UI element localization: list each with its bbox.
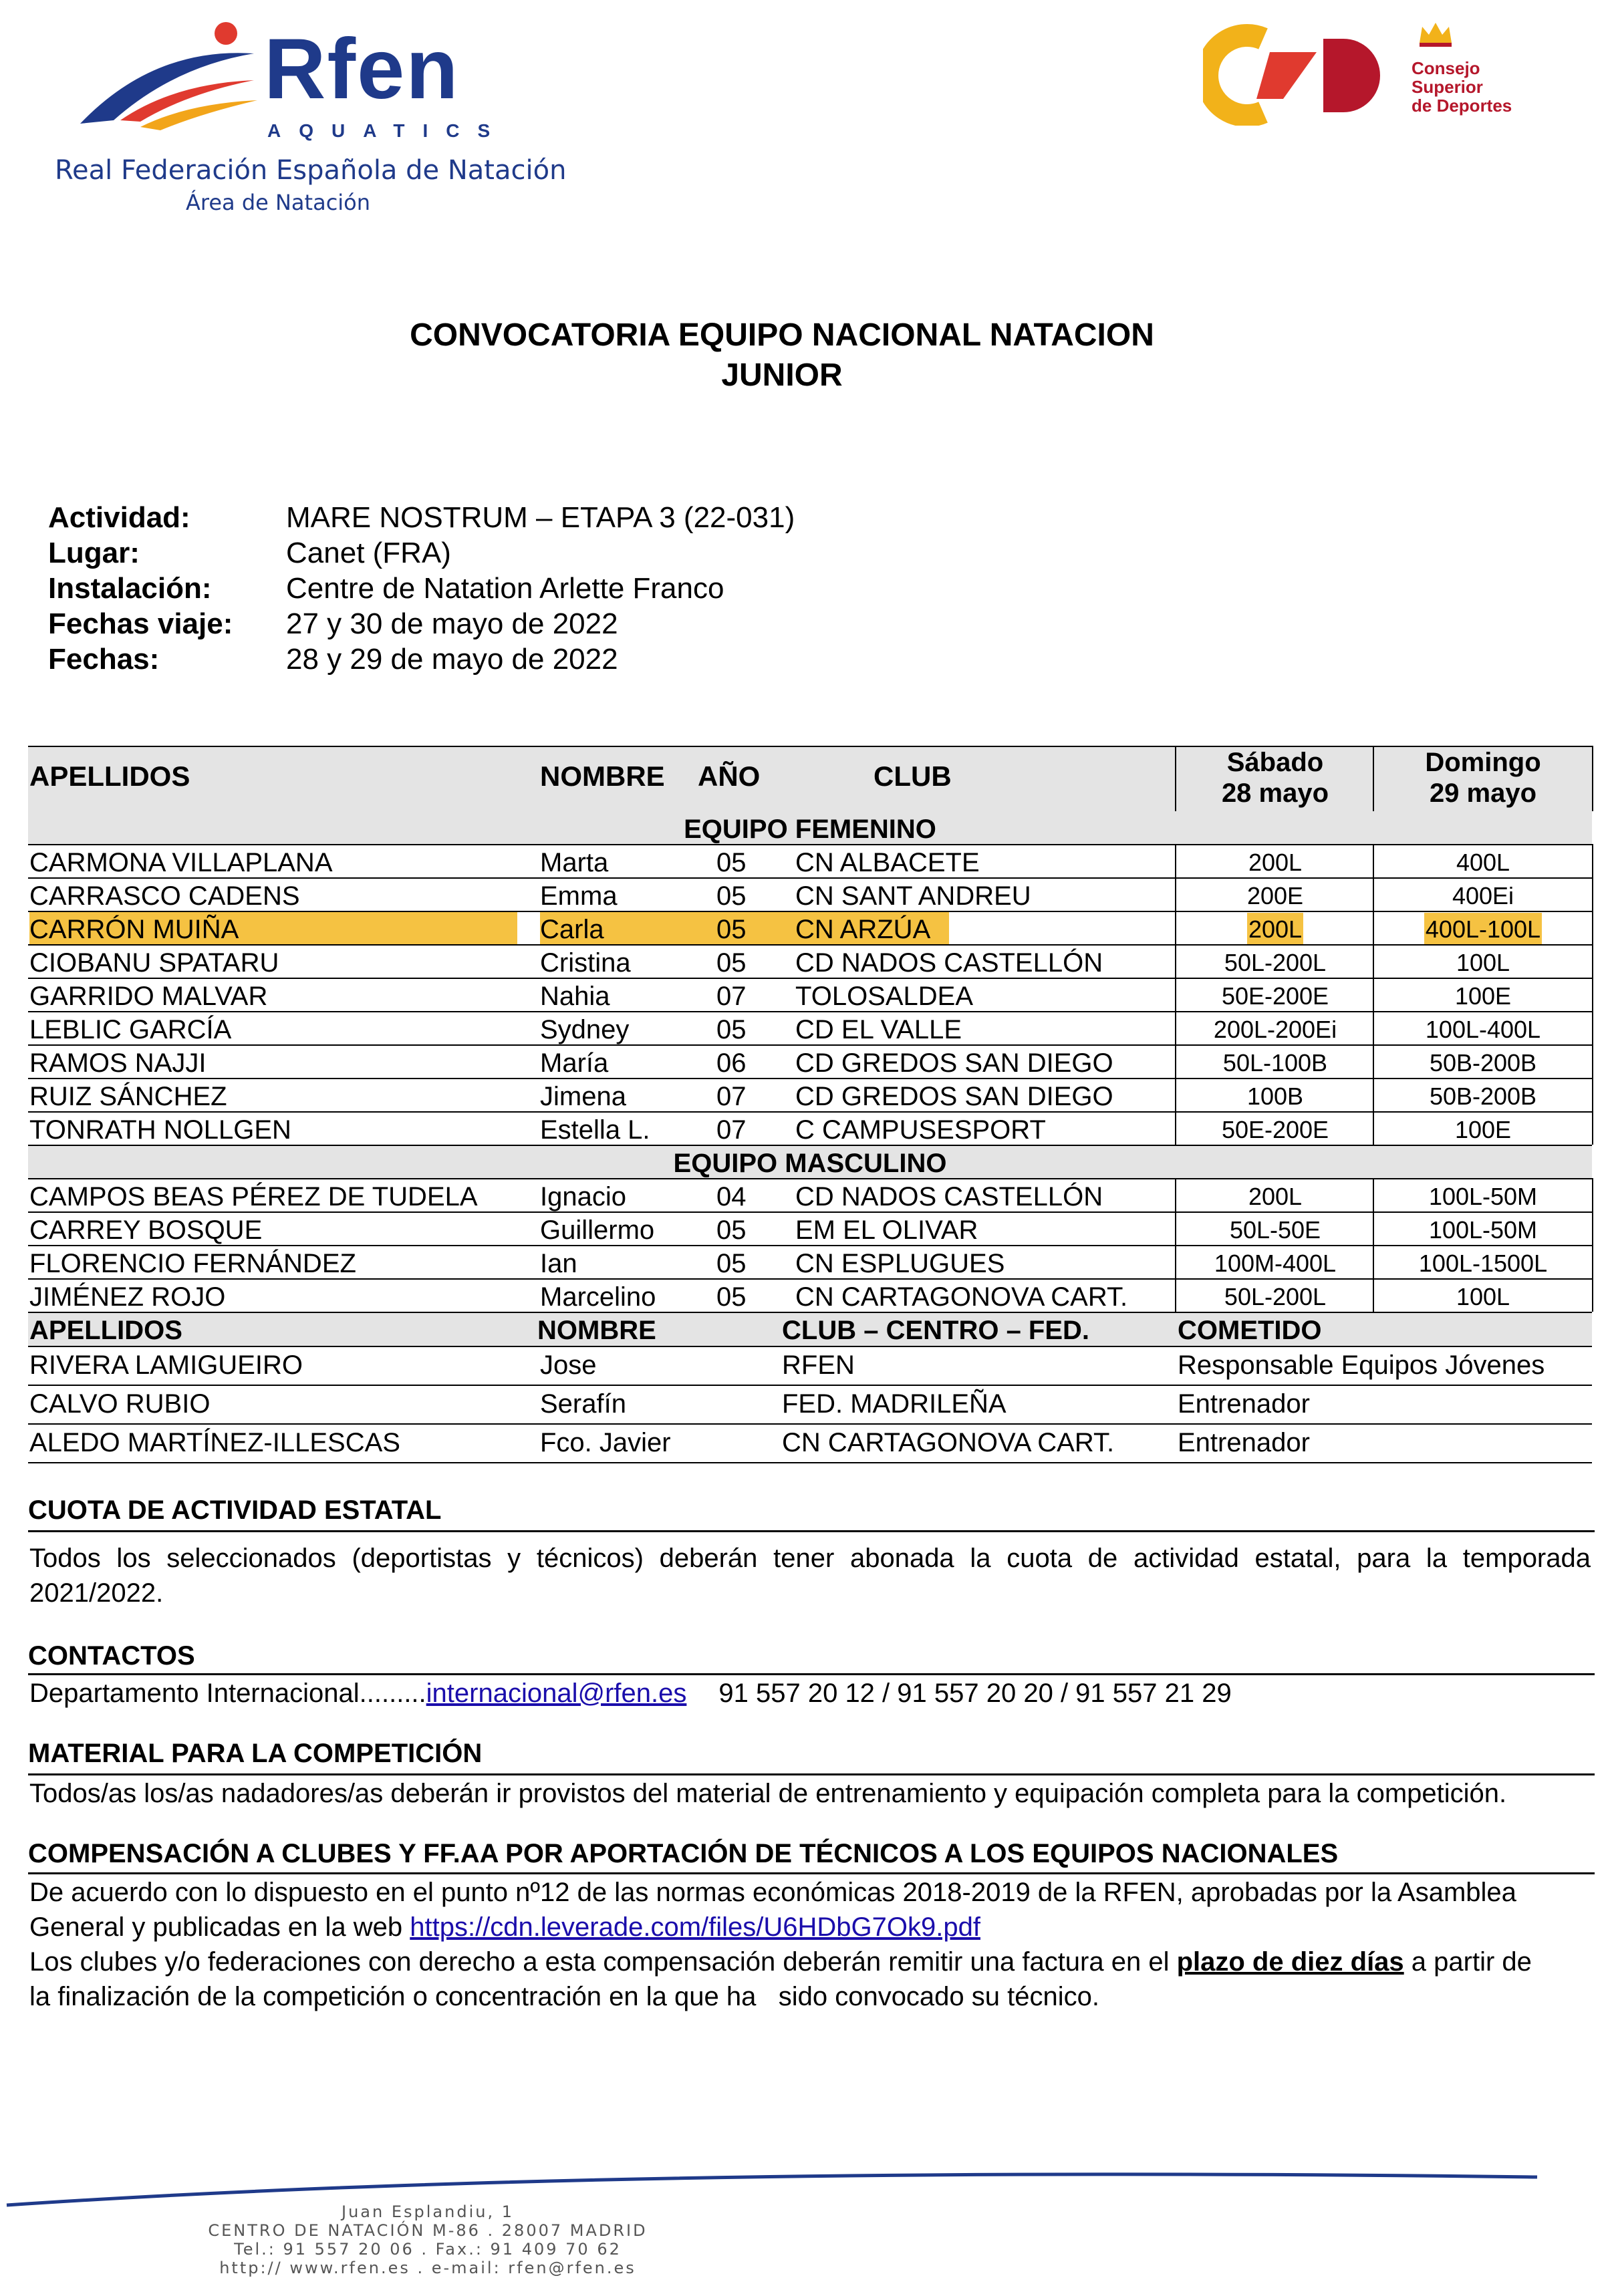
cell-club: CN SANT ANDREU [795, 881, 1031, 911]
cell-domingo: 100L [1456, 949, 1510, 976]
cell-nombre: María [540, 1048, 609, 1078]
crown-icon [1416, 19, 1456, 48]
cell-nombre: Cristina [540, 948, 631, 978]
table-vrule [1175, 844, 1176, 1145]
cell-club: CN CARTAGONOVA CART. [782, 1428, 1115, 1457]
cell-apellidos: CARREY BOSQUE [29, 1215, 263, 1245]
cell-sabado: 200L [1248, 1183, 1303, 1210]
email-link[interactable]: internacional@rfen.es [426, 1679, 687, 1708]
table-vrule [1592, 746, 1593, 811]
table-rule [28, 911, 1592, 912]
rfen-tagline: AQUATICS [267, 120, 509, 141]
cell-club: CN ARZÚA [795, 911, 949, 945]
cell-club: CN ESPLUGUES [795, 1249, 1005, 1278]
table-vrule [1592, 1178, 1593, 1312]
table-rule [28, 1211, 1592, 1213]
section-rule [28, 1673, 1595, 1675]
table-row [28, 1079, 1592, 1112]
staff-header-row [28, 1312, 1592, 1346]
table-row [28, 978, 1592, 1012]
cell-sabado: 200L-200Ei [1213, 1016, 1337, 1043]
cell-sabado: 100B [1246, 1083, 1304, 1110]
table-vrule [1373, 1178, 1374, 1312]
table-row [28, 945, 1592, 978]
col-header-sabado [1176, 747, 1374, 809]
cell-nombre: Carla [540, 911, 716, 945]
table-rule [28, 1278, 1592, 1280]
cell-sabado [1176, 911, 1374, 945]
table-row [28, 1212, 1592, 1246]
swimmer-icon [74, 20, 267, 134]
plazo-emphasis: plazo de diez días [1176, 1947, 1404, 1977]
col-header-apellidos: APELLIDOS [29, 760, 190, 792]
section-rule [28, 1773, 1595, 1775]
cell-sabado: 50E-200E [1221, 982, 1329, 1010]
page-title: CONVOCATORIA EQUIPO NACIONAL NATACION [410, 317, 1154, 353]
table-row [28, 1179, 1592, 1212]
contactos-line [29, 1676, 1591, 1711]
cell-apellidos: CARRASCO CADENS [29, 881, 300, 911]
cell-club: EM EL OLIVAR [795, 1215, 978, 1245]
cell-ano: 07 [716, 982, 747, 1011]
table-row [28, 1045, 1592, 1079]
compensacion-line-1: De acuerdo con lo dispuesto en el punto nº12 de las normas económicas 2018-2019 de la RFEN, aprobadas por la Asamblea [29, 1878, 1516, 1907]
info-label-instalacion: Instalación: [48, 572, 212, 605]
cell-nombre: Ian [540, 1249, 577, 1278]
cell-domingo: 100L-1500L [1418, 1250, 1548, 1277]
cell-sabado: 200E [1246, 882, 1304, 909]
info-label-lugar: Lugar: [48, 537, 140, 569]
cell-apellidos: FLORENCIO FERNÁNDEZ [29, 1249, 356, 1278]
footer-line: Tel.: 91 557 20 06 . Fax.: 91 409 70 62 [234, 2240, 622, 2259]
cell-ano: 05 [716, 1249, 747, 1278]
rfen-logo [74, 20, 509, 141]
staff-row [28, 1425, 1592, 1462]
cell-club: CD GREDOS SAN DIEGO [795, 1048, 1113, 1078]
cell-sabado: 200L [1248, 849, 1303, 876]
area-name: Área de Natación [186, 190, 371, 215]
table-row [28, 1279, 1592, 1312]
csd-logo [1203, 19, 1524, 126]
cell-club: TOLOSALDEA [795, 982, 974, 1011]
cell-sabado: 50E-200E [1221, 1116, 1329, 1143]
cell-domingo: 100L-400L [1425, 1016, 1541, 1043]
col-header-sabado-date: 28 mayo [1221, 778, 1329, 808]
footer-line: Juan Esplandiu, 1 [342, 2202, 514, 2221]
info-value-lugar: Canet (FRA) [286, 537, 451, 569]
staff-col-nombre: NOMBRE [537, 1316, 656, 1345]
section-rule [28, 1530, 1595, 1532]
cell-apellidos: RUIZ SÁNCHEZ [29, 1082, 227, 1111]
compensacion-line-3-suffix: a partir de [1403, 1947, 1532, 1977]
info-label-fechas-viaje: Fechas viaje: [48, 607, 233, 640]
section-heading-contactos: CONTACTOS [28, 1641, 195, 1671]
table-row-highlighted [28, 911, 1592, 945]
table-rule [28, 1011, 1592, 1012]
table-rule [28, 1312, 1592, 1313]
table-vrule [1373, 844, 1374, 1145]
table-row [28, 1112, 1592, 1145]
section-masculino: EQUIPO MASCULINO [28, 1145, 1592, 1179]
cell-domingo [1374, 911, 1592, 945]
cell-apellidos: TONRATH NOLLGEN [29, 1115, 291, 1145]
cell-ano: 07 [716, 1115, 747, 1145]
compensacion-line-3-prefix: Los clubes y/o federaciones con derecho a esta compensación deberán remitir una factura en el [29, 1947, 1177, 1977]
table-rule [28, 978, 1592, 979]
section-femenino: EQUIPO FEMENINO [28, 811, 1592, 845]
cell-nombre: Marta [540, 848, 609, 877]
cell-ano: 05 [716, 848, 747, 877]
cell-domingo: 400Ei [1452, 882, 1514, 909]
contactos-phones: 91 557 20 12 / 91 557 20 20 / 91 557 21 29 [718, 1679, 1232, 1708]
cell-ano: 05 [716, 1215, 747, 1245]
table-header-row [28, 747, 1592, 811]
cell-club: CN ALBACETE [795, 848, 980, 877]
cell-sabado: 100M-400L [1214, 1250, 1337, 1277]
cell-apellidos: ALEDO MARTÍNEZ-ILLESCAS [29, 1428, 400, 1457]
table-rule [28, 1178, 1592, 1179]
federation-name: Real Federación Española de Natación [55, 155, 567, 186]
cell-apellidos: CIOBANU SPATARU [29, 948, 279, 978]
cell-ano: 06 [716, 1048, 747, 1078]
cell-nombre: Emma [540, 881, 618, 911]
csd-line: Superior [1412, 77, 1483, 97]
cell-nombre: Sydney [540, 1015, 630, 1044]
staff-row [28, 1347, 1592, 1385]
info-value-fechas: 28 y 29 de mayo de 2022 [286, 643, 618, 676]
col-header-domingo-day: Domingo [1425, 748, 1541, 777]
compensacion-line-3 [29, 1945, 1591, 1979]
csd-name [1412, 59, 1512, 115]
cuota-text: Todos los seleccionados (deportistas y técnicos) deberán tener abonada la cuota de actividad estatal, para la temporada 2021/2022. [29, 1544, 1591, 1608]
table-rule [28, 1462, 1592, 1463]
table-rule [28, 877, 1592, 879]
cell-sabado: 50L-100B [1222, 1049, 1328, 1077]
cell-domingo: 100E [1454, 1116, 1512, 1143]
table-rule [28, 746, 1592, 747]
footer-line: CENTRO DE NATACIÓN M-86 . 28007 MADRID [208, 2221, 648, 2240]
table-rule [28, 1145, 1592, 1146]
cell-nombre: Jose [540, 1350, 597, 1380]
cell-club: FED. MADRILEÑA [782, 1389, 1007, 1419]
cell-apellidos: CARRÓN MUIÑA [29, 911, 517, 945]
material-text: Todos/as los/as nadadores/as deberán ir provistos del material de entrenamiento y equipación completa para la competición. [29, 1779, 1507, 1808]
cell-nombre: Fco. Javier [540, 1428, 671, 1457]
cell-domingo: 50B-200B [1429, 1049, 1537, 1077]
cell-ano: 05 [716, 1282, 747, 1312]
staff-row [28, 1386, 1592, 1423]
table-row [28, 1012, 1592, 1045]
cell-nombre: Nahia [540, 982, 610, 1011]
cell-domingo: 400L [1456, 849, 1510, 876]
cell-apellidos: GARRIDO MALVAR [29, 982, 268, 1011]
footer-address [0, 2202, 855, 2277]
staff-col-club: CLUB – CENTRO – FED. [782, 1316, 1090, 1345]
col-header-nombre: NOMBRE [540, 760, 665, 792]
cell-apellidos: JIMÉNEZ ROJO [29, 1282, 226, 1312]
cell-domingo-value: 400L-100L [1424, 913, 1542, 946]
cell-nombre: Jimena [540, 1082, 626, 1111]
info-label-fechas: Fechas: [48, 643, 160, 676]
cell-nombre: Ignacio [540, 1182, 626, 1211]
cell-club: CD EL VALLE [795, 1015, 962, 1044]
section-heading-cuota: CUOTA DE ACTIVIDAD ESTATAL [28, 1495, 442, 1525]
cell-nombre: Guillermo [540, 1215, 655, 1245]
cell-nombre: Estella L. [540, 1115, 650, 1145]
cell-club: C CAMPUSESPORT [795, 1115, 1046, 1145]
csd-emblem-icon [1203, 19, 1403, 126]
section-heading-compensacion: COMPENSACIÓN A CLUBES Y FF.AA POR APORTACIÓN DE TÉCNICOS A LOS EQUIPOS NACIONALES [28, 1839, 1339, 1868]
compensacion-line-2 [29, 1910, 1591, 1945]
col-header-sabado-day: Sábado [1226, 748, 1324, 777]
cell-sabado: 50L-50E [1229, 1216, 1321, 1244]
col-header-ano: AÑO [698, 760, 761, 792]
rfen-wordmark: Rfen [264, 21, 460, 117]
table-row [28, 1246, 1592, 1279]
section-heading-material: MATERIAL PARA LA COMPETICIÓN [28, 1739, 483, 1768]
cell-apellidos: CALVO RUBIO [29, 1389, 211, 1419]
cell-sabado: 50L-200L [1224, 949, 1327, 976]
cell-club: CD GREDOS SAN DIEGO [795, 1082, 1113, 1111]
cell-apellidos: RIVERA LAMIGUEIRO [29, 1350, 303, 1380]
table-rule [28, 844, 1592, 845]
cell-apellidos: CARMONA VILLAPLANA [29, 848, 333, 877]
contactos-prefix: Departamento Internacional......... [29, 1679, 426, 1708]
table-rule [28, 944, 1592, 946]
table-vrule [1175, 746, 1176, 811]
cell-domingo: 100L-50M [1428, 1183, 1538, 1210]
staff-col-cometido: COMETIDO [1178, 1316, 1322, 1345]
cell-nombre: Serafín [540, 1389, 626, 1419]
compensacion-line-2-prefix: General y publicadas en la web [29, 1912, 410, 1942]
cell-cometido: Entrenador [1178, 1428, 1310, 1457]
table-row [28, 878, 1592, 911]
info-value-instalacion: Centre de Natation Arlette Franco [286, 572, 724, 605]
table-row [28, 845, 1592, 878]
cell-ano: 07 [716, 1082, 747, 1111]
cell-cometido: Responsable Equipos Jóvenes [1178, 1350, 1545, 1380]
col-header-club: CLUB [874, 760, 952, 792]
cell-club: CD NADOS CASTELLÓN [795, 948, 1103, 978]
cell-domingo: 100L-50M [1428, 1216, 1538, 1244]
table-rule [28, 1245, 1592, 1246]
info-value-fechas-viaje: 27 y 30 de mayo de 2022 [286, 607, 618, 640]
cell-domingo: 100E [1454, 982, 1512, 1010]
cell-sabado: 50L-200L [1224, 1283, 1327, 1310]
cell-ano: 04 [716, 1182, 747, 1211]
cell-club: RFEN [782, 1350, 855, 1380]
table-rule [28, 1111, 1592, 1113]
page-subtitle: JUNIOR [721, 357, 843, 393]
staff-col-apellidos: APELLIDOS [29, 1316, 182, 1345]
cell-ano: 05 [716, 1015, 747, 1044]
table-rule [28, 1423, 1592, 1425]
cell-ano: 05 [716, 881, 747, 911]
cell-apellidos: CAMPOS BEAS PÉREZ DE TUDELA [29, 1182, 478, 1211]
cell-sabado-value: 200L [1247, 913, 1303, 946]
cell-domingo: 100L [1456, 1283, 1510, 1310]
cell-club: CN CARTAGONOVA CART. [795, 1282, 1128, 1312]
info-value-actividad: MARE NOSTRUM – ETAPA 3 (22-031) [286, 501, 795, 534]
csd-line: de Deportes [1412, 96, 1512, 116]
csd-line: Consejo [1412, 58, 1480, 78]
section-rule [28, 1872, 1595, 1874]
compensacion-line-4: la finalización de la competición o concentración en la que ha sido convocado su técnico. [29, 1982, 1099, 2011]
cell-ano: 05 [716, 948, 747, 978]
table-rule [28, 1044, 1592, 1046]
cell-domingo: 50B-200B [1429, 1083, 1537, 1110]
info-label-actividad: Actividad: [48, 501, 190, 534]
pdf-link[interactable]: https://cdn.leverade.com/files/U6HDbG7Ok9.pdf [410, 1912, 980, 1942]
table-rule [28, 1078, 1592, 1079]
cell-ano: 05 [716, 911, 795, 945]
cell-club: CD NADOS CASTELLÓN [795, 1182, 1103, 1211]
col-header-domingo-date: 29 mayo [1429, 778, 1537, 808]
table-vrule [1373, 746, 1374, 811]
table-vrule [1175, 1178, 1176, 1312]
table-rule [28, 1346, 1592, 1347]
cell-nombre: Marcelino [540, 1282, 656, 1312]
table-vrule [1592, 844, 1593, 1145]
cell-apellidos: RAMOS NAJJI [29, 1048, 207, 1078]
table-rule [28, 1385, 1592, 1386]
cell-cometido: Entrenador [1178, 1389, 1310, 1419]
footer-line: http:// www.rfen.es . e-mail: rfen@rfen.es [219, 2259, 636, 2277]
col-header-domingo [1374, 747, 1592, 809]
cell-apellidos: LEBLIC GARCÍA [29, 1015, 232, 1044]
